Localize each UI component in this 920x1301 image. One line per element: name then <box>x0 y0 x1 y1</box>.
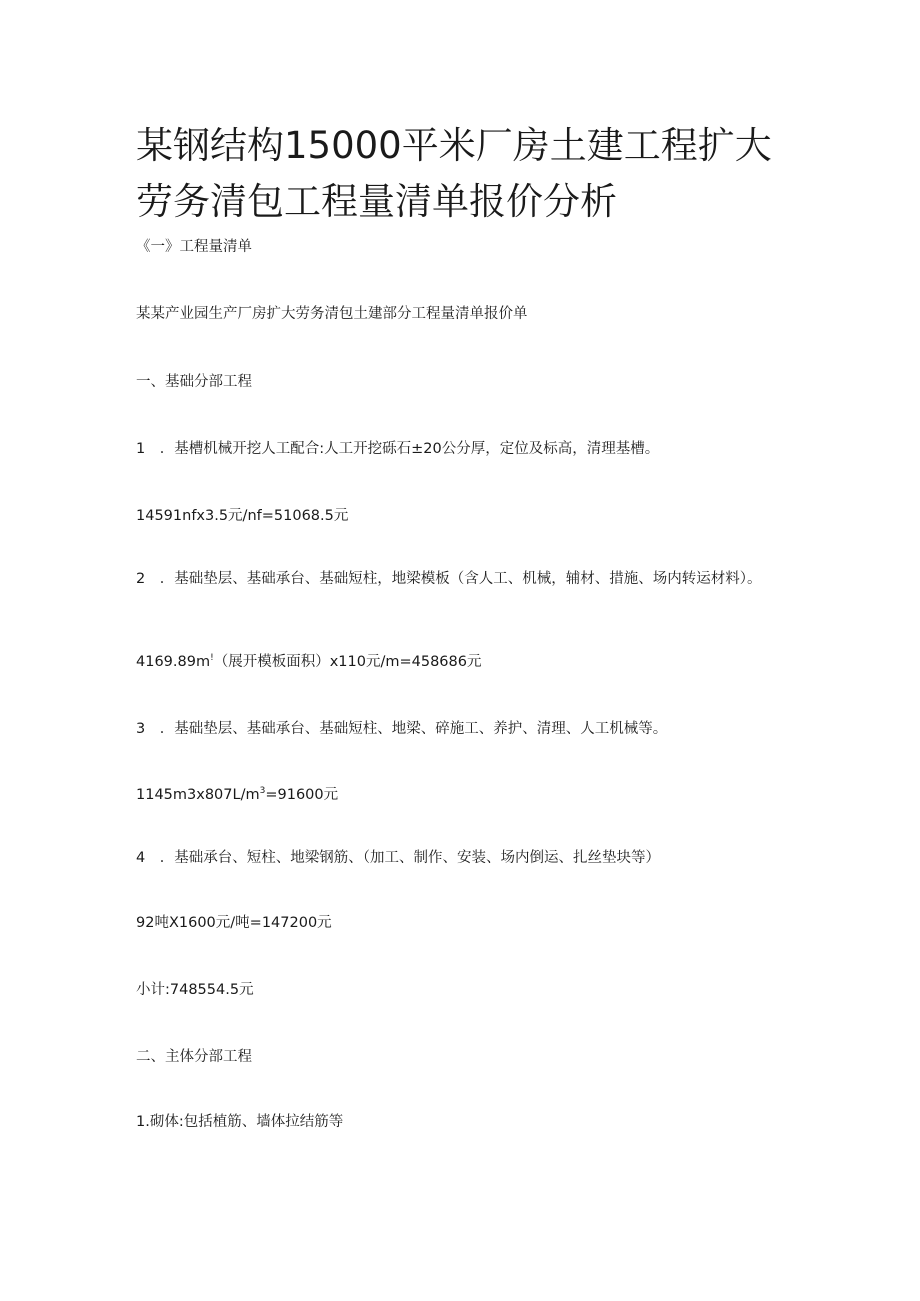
section-heading: 《一》工程量清单 <box>136 239 252 255</box>
item2-description: 2 ．基础垫层、基础承台、基础短柱，地梁模板（含人工、机械，辅材、措施、场内转运材料）。 <box>136 571 762 587</box>
item1-description: 1 ．基槽机械开挖人工配合:人工开挖砾石±20公分厚，定位及标高，清理基槽。 <box>136 441 660 457</box>
item2-calculation <box>136 652 481 672</box>
subtotal: 小计:748554.5元 <box>136 982 254 998</box>
part2-heading: 二、主体分部工程 <box>136 1049 252 1065</box>
item1-calculation: 14591nfx3.5元∕nf=51068.5元 <box>136 508 349 524</box>
item3-calc-superscript: 3 <box>259 786 266 796</box>
item3-description: 3 ．基础垫层、基础承台、基础短柱、地梁、碎施工、养护、清理、人工机械等。 <box>136 721 668 737</box>
part2-item1: 1.砌体:包括植筋、墙体拉结筋等 <box>136 1114 344 1130</box>
document-title: 某钢结构15000平米厂房土建工程扩大劳务清包工程量清单报价分析 <box>136 124 772 223</box>
part1-heading: 一、基础分部工程 <box>136 374 252 390</box>
quote-subtitle: 某某产业园生产厂房扩大劳务清包土建部分工程量清单报价单 <box>136 306 528 322</box>
item2-calc-superscript: ! <box>210 653 214 663</box>
item2-calc-rest: （展开模板面积）x110元∕m=458686元 <box>213 654 482 670</box>
item2-calc-area: 4169.89m <box>136 654 211 670</box>
item4-calculation: 92吨X1600元/吨=147200元 <box>136 915 332 931</box>
item4-description: 4 ．基础承台、短柱、地梁钢筋、（加工、制作、安装、场内倒运、扎丝垫块等） <box>136 850 660 866</box>
item3-calc-rest: =91600元 <box>265 787 339 803</box>
item3-calculation <box>136 785 338 805</box>
item3-calc-volume: 1145m3x807L∕m <box>136 787 260 803</box>
